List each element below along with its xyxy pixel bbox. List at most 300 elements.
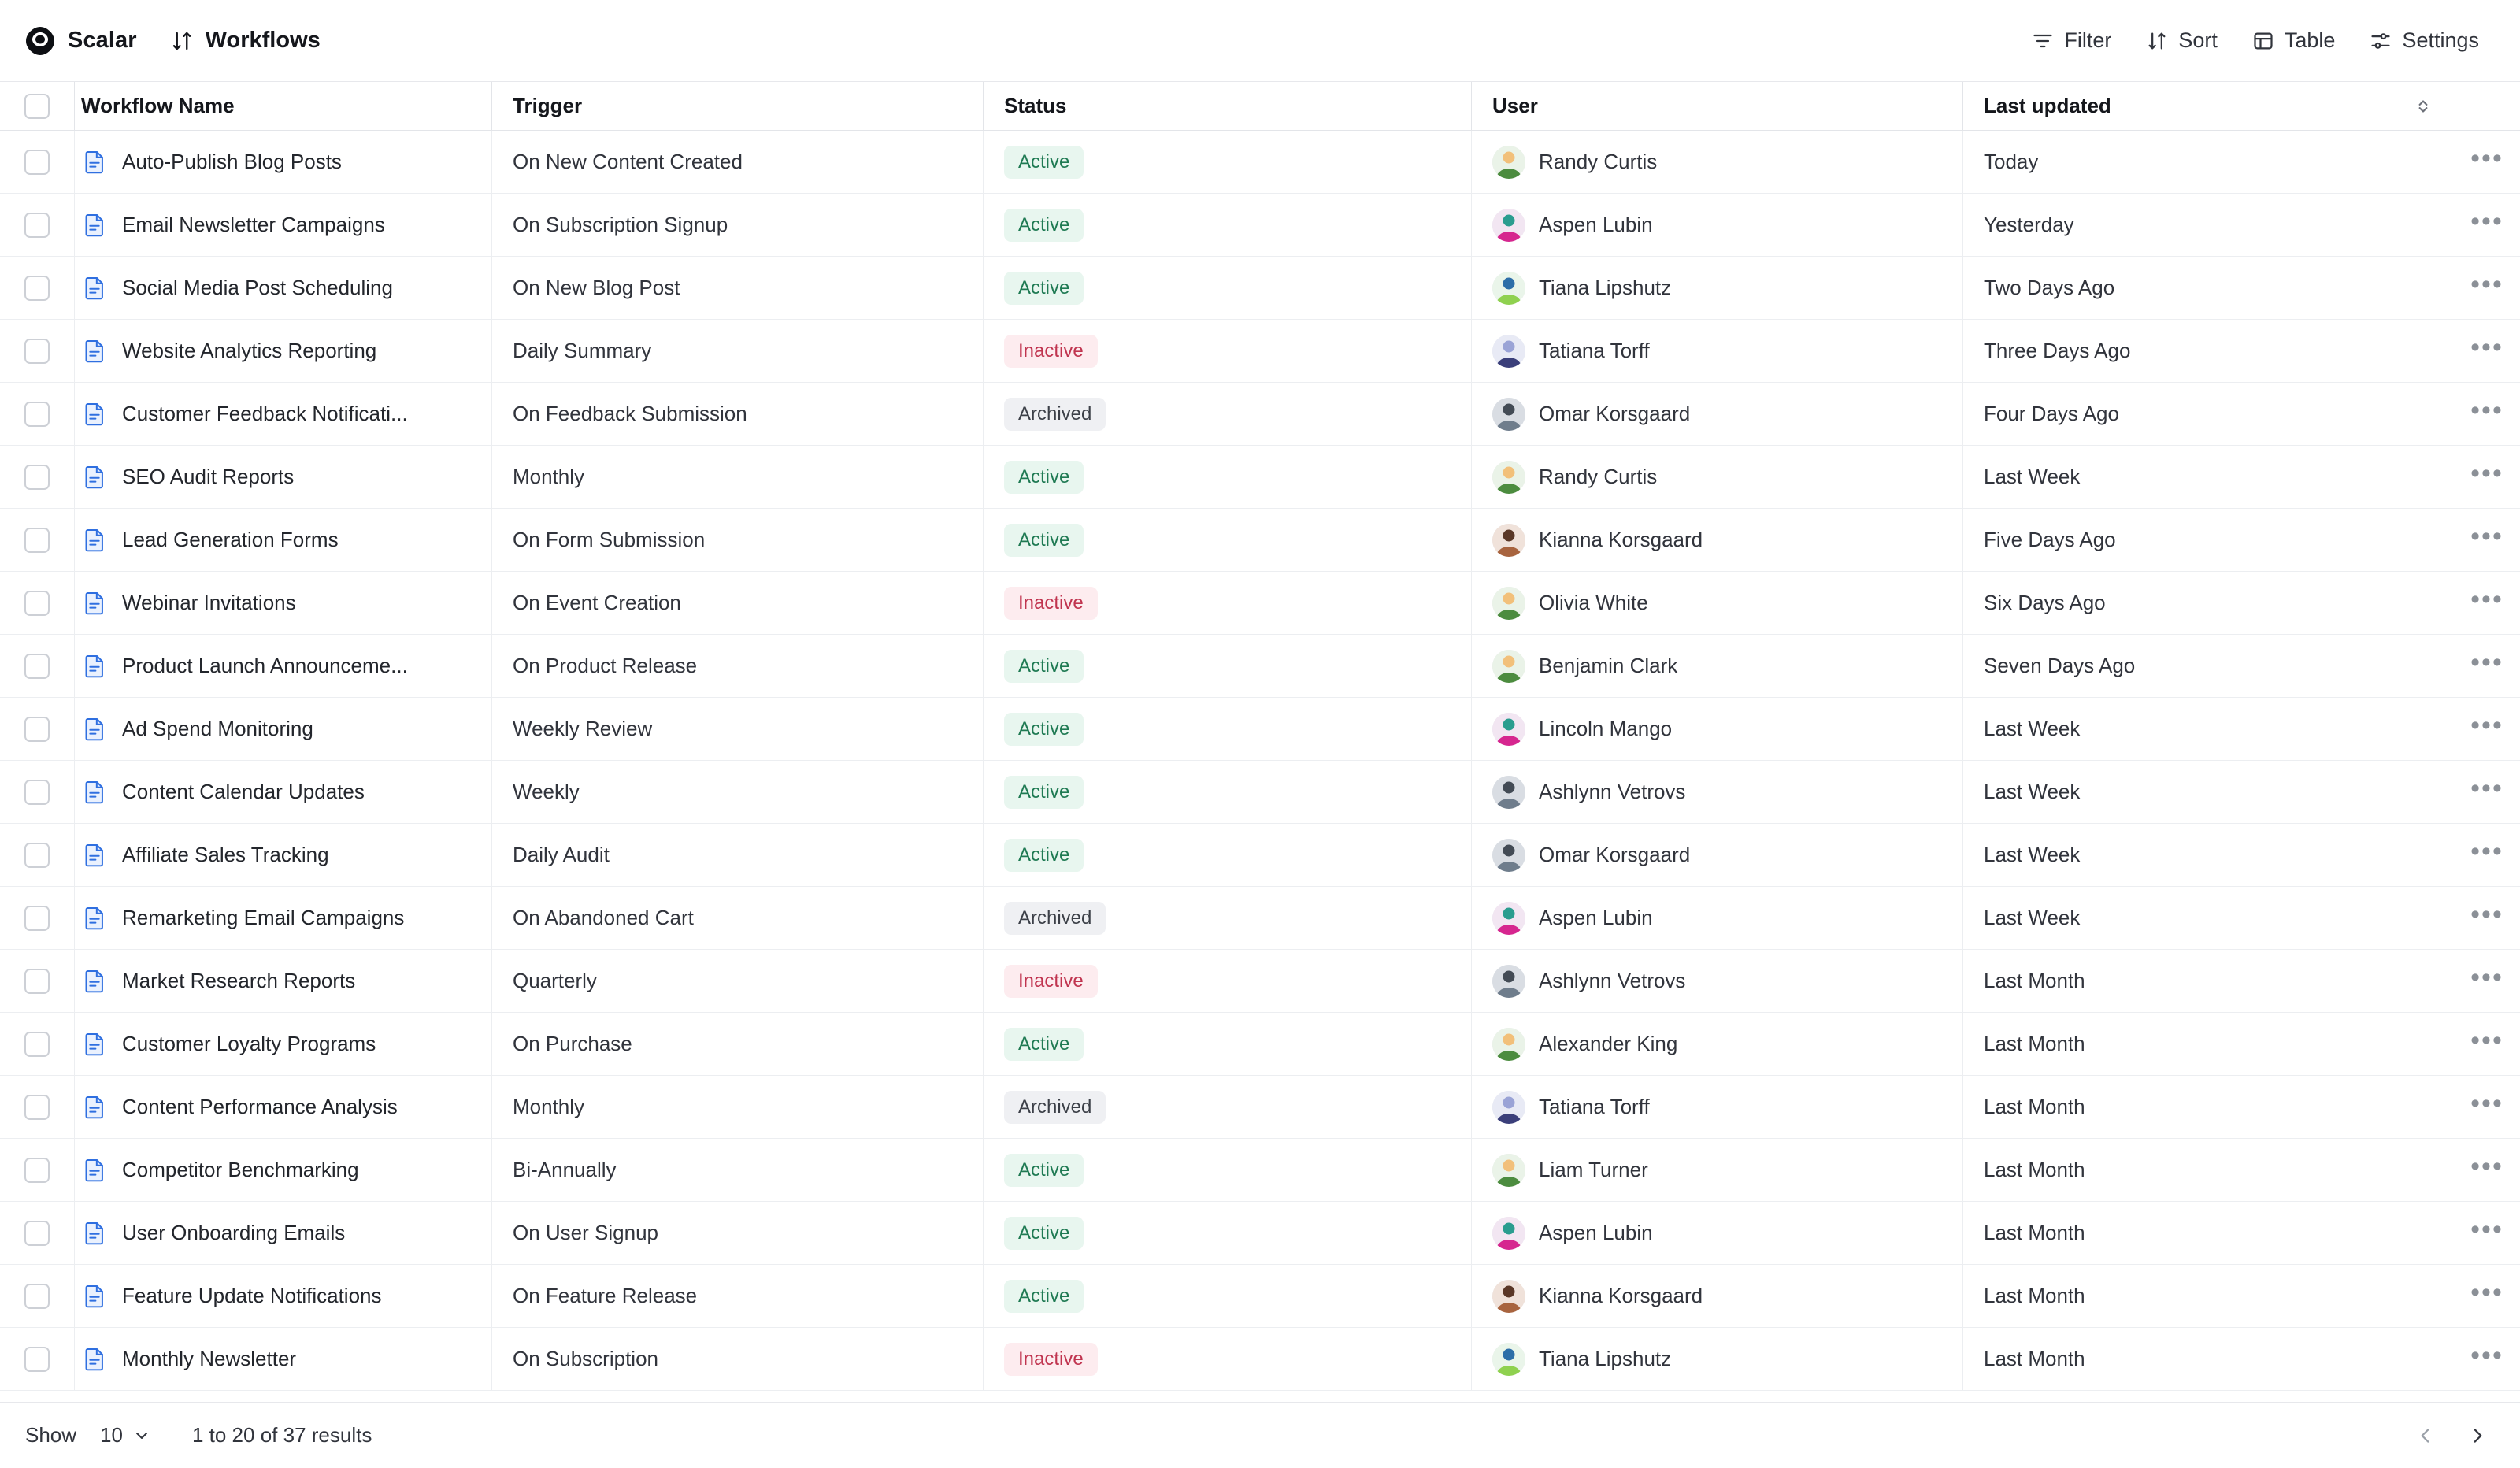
cell-trigger bbox=[491, 257, 983, 319]
cell-workflow-name[interactable] bbox=[74, 509, 491, 571]
row-checkbox[interactable] bbox=[24, 969, 50, 994]
cell-status bbox=[983, 320, 1471, 382]
table-row[interactable] bbox=[0, 950, 2520, 1013]
last-updated-label: Last Week bbox=[1984, 906, 2081, 929]
table-header-row bbox=[0, 82, 2520, 131]
column-header-status[interactable] bbox=[983, 82, 1471, 130]
workflow-document-icon bbox=[81, 527, 108, 554]
trigger-label: Bi-Annually bbox=[513, 1158, 617, 1181]
workflow-name-label: Monthly Newsletter bbox=[122, 1347, 297, 1370]
cell-workflow-name[interactable] bbox=[74, 887, 491, 949]
cell-row-actions[interactable] bbox=[2454, 698, 2520, 760]
trigger-label: On Abandoned Cart bbox=[513, 906, 694, 929]
cell-row-actions[interactable] bbox=[2454, 1202, 2520, 1264]
row-checkbox[interactable] bbox=[24, 591, 50, 616]
user-name-label: Kianna Korsgaard bbox=[1539, 1284, 1703, 1307]
row-checkbox[interactable] bbox=[24, 654, 50, 679]
top-bar-actions bbox=[2018, 20, 2493, 61]
cell-last-updated bbox=[1962, 257, 2454, 319]
row-checkbox[interactable] bbox=[24, 1221, 50, 1246]
cell-row-actions[interactable] bbox=[2454, 1076, 2520, 1138]
table-button[interactable] bbox=[2238, 20, 2350, 61]
settings-label: Settings bbox=[2402, 28, 2479, 52]
trigger-label: On Feature Release bbox=[513, 1284, 698, 1307]
cell-user bbox=[1471, 320, 1962, 382]
row-select-cell bbox=[0, 446, 74, 508]
table-row[interactable] bbox=[0, 446, 2520, 509]
cell-last-updated bbox=[1962, 1139, 2454, 1201]
row-checkbox[interactable] bbox=[24, 1095, 50, 1120]
table-row[interactable] bbox=[0, 1139, 2520, 1202]
cell-workflow-name[interactable] bbox=[74, 635, 491, 697]
more-options-icon[interactable]: ••• bbox=[2470, 773, 2503, 803]
more-options-icon[interactable]: ••• bbox=[2470, 899, 2503, 929]
avatar bbox=[1492, 1343, 1525, 1376]
user-name-label: Aspen Lubin bbox=[1539, 213, 1653, 236]
row-select-cell bbox=[0, 509, 74, 571]
user-name-label: Randy Curtis bbox=[1539, 465, 1658, 488]
column-header-user-label: User bbox=[1492, 94, 1538, 117]
last-updated-label: Last Week bbox=[1984, 717, 2081, 740]
user-name-label: Aspen Lubin bbox=[1539, 906, 1653, 929]
more-options-icon[interactable]: ••• bbox=[2470, 1340, 2503, 1370]
more-options-icon[interactable]: ••• bbox=[2470, 1025, 2503, 1055]
table-row[interactable] bbox=[0, 1076, 2520, 1139]
row-checkbox[interactable] bbox=[24, 1284, 50, 1309]
cell-last-updated bbox=[1962, 824, 2454, 886]
last-updated-label: Last Month bbox=[1984, 1284, 2085, 1307]
cell-row-actions[interactable] bbox=[2454, 1013, 2520, 1075]
user-name-label: Alexander King bbox=[1539, 1032, 1678, 1055]
last-updated-label: Four Days Ago bbox=[1984, 402, 2119, 425]
select-all-checkbox[interactable] bbox=[24, 94, 50, 119]
cell-last-updated bbox=[1962, 509, 2454, 571]
pagination bbox=[2405, 1415, 2498, 1456]
more-options-icon[interactable]: ••• bbox=[2470, 647, 2503, 677]
cell-user bbox=[1471, 761, 1962, 823]
cell-row-actions[interactable] bbox=[2454, 635, 2520, 697]
trigger-label: On Feedback Submission bbox=[513, 402, 747, 425]
avatar bbox=[1492, 398, 1525, 431]
cell-workflow-name[interactable] bbox=[74, 320, 491, 382]
user-name-label: Liam Turner bbox=[1539, 1158, 1648, 1181]
more-options-icon[interactable]: ••• bbox=[2470, 584, 2503, 614]
cell-workflow-name[interactable] bbox=[74, 572, 491, 634]
workflow-name-label: Content Calendar Updates bbox=[122, 780, 365, 803]
more-options-icon[interactable]: ••• bbox=[2470, 962, 2503, 992]
cell-user bbox=[1471, 824, 1962, 886]
row-checkbox[interactable] bbox=[24, 339, 50, 364]
sort-button[interactable] bbox=[2132, 20, 2232, 61]
user-name-label: Ashlynn Vetrovs bbox=[1539, 780, 1686, 803]
workflow-name-label: Feature Update Notifications bbox=[122, 1284, 382, 1307]
cell-workflow-name[interactable] bbox=[74, 1076, 491, 1138]
cell-user bbox=[1471, 1202, 1962, 1264]
status-badge: Active bbox=[1004, 1028, 1084, 1061]
more-options-icon[interactable]: ••• bbox=[2470, 521, 2503, 551]
cell-user bbox=[1471, 698, 1962, 760]
row-checkbox[interactable] bbox=[24, 528, 50, 553]
filter-icon bbox=[2032, 30, 2054, 52]
row-select-cell bbox=[0, 761, 74, 823]
workflow-name-label: Website Analytics Reporting bbox=[122, 339, 377, 362]
cell-row-actions[interactable] bbox=[2454, 1265, 2520, 1327]
row-select-cell bbox=[0, 194, 74, 256]
status-badge: Active bbox=[1004, 839, 1084, 872]
trigger-label: On Subscription bbox=[513, 1347, 658, 1370]
workflow-name-label: Affiliate Sales Tracking bbox=[122, 843, 329, 866]
cell-last-updated bbox=[1962, 950, 2454, 1012]
last-updated-label: Last Week bbox=[1984, 465, 2081, 488]
page-size-select[interactable] bbox=[95, 1420, 156, 1451]
table-row[interactable] bbox=[0, 698, 2520, 761]
table-row[interactable] bbox=[0, 131, 2520, 194]
workflow-document-icon bbox=[81, 1283, 108, 1310]
cell-trigger bbox=[491, 320, 983, 382]
last-updated-label: Five Days Ago bbox=[1984, 528, 2116, 551]
workflow-document-icon bbox=[81, 1346, 108, 1373]
more-options-icon[interactable]: ••• bbox=[2470, 1214, 2503, 1244]
cell-status bbox=[983, 1265, 1471, 1327]
workflow-name-label: Ad Spend Monitoring bbox=[122, 717, 313, 740]
user-name-label: Omar Korsgaard bbox=[1539, 402, 1691, 425]
cell-row-actions[interactable] bbox=[2454, 383, 2520, 445]
cell-user bbox=[1471, 194, 1962, 256]
cell-trigger bbox=[491, 1265, 983, 1327]
workflow-name-label: Customer Feedback Notificati... bbox=[122, 402, 408, 425]
more-options-icon[interactable]: ••• bbox=[2470, 206, 2503, 236]
workflow-name-label: SEO Audit Reports bbox=[122, 465, 295, 488]
status-badge: Active bbox=[1004, 209, 1084, 242]
status-badge: Active bbox=[1004, 272, 1084, 305]
table-row[interactable] bbox=[0, 1265, 2520, 1328]
chevron-down-icon bbox=[132, 1426, 151, 1445]
trigger-label: On Subscription Signup bbox=[513, 213, 728, 236]
row-checkbox[interactable] bbox=[24, 1032, 50, 1057]
cell-row-actions[interactable] bbox=[2454, 509, 2520, 571]
table-icon bbox=[2252, 30, 2274, 52]
column-header-name[interactable] bbox=[74, 82, 491, 130]
status-badge: Active bbox=[1004, 461, 1084, 494]
workflow-name-label: Market Research Reports bbox=[122, 969, 356, 992]
cell-row-actions[interactable] bbox=[2454, 446, 2520, 508]
cell-workflow-name[interactable] bbox=[74, 824, 491, 886]
cell-row-actions[interactable] bbox=[2454, 950, 2520, 1012]
cell-row-actions[interactable] bbox=[2454, 1328, 2520, 1390]
more-options-icon[interactable]: ••• bbox=[2470, 269, 2503, 299]
cell-workflow-name[interactable] bbox=[74, 194, 491, 256]
trigger-label: On Event Creation bbox=[513, 591, 681, 614]
avatar bbox=[1492, 146, 1525, 179]
column-header-name-label: Workflow Name bbox=[81, 94, 235, 117]
trigger-label: On Form Submission bbox=[513, 528, 706, 551]
avatar bbox=[1492, 902, 1525, 935]
row-checkbox[interactable] bbox=[24, 780, 50, 805]
cell-workflow-name[interactable] bbox=[74, 761, 491, 823]
user-name-label: Olivia White bbox=[1539, 591, 1648, 614]
cell-workflow-name[interactable] bbox=[74, 1202, 491, 1264]
cell-trigger bbox=[491, 1202, 983, 1264]
status-badge: Active bbox=[1004, 1280, 1084, 1313]
table-row[interactable] bbox=[0, 1013, 2520, 1076]
user-name-label: Benjamin Clark bbox=[1539, 654, 1678, 677]
cell-last-updated bbox=[1962, 194, 2454, 256]
status-badge: Active bbox=[1004, 524, 1084, 557]
cell-last-updated bbox=[1962, 887, 2454, 949]
cell-last-updated bbox=[1962, 1328, 2454, 1390]
last-updated-label: Three Days Ago bbox=[1984, 339, 2131, 362]
row-select-cell bbox=[0, 824, 74, 886]
cell-last-updated bbox=[1962, 131, 2454, 193]
cell-row-actions[interactable] bbox=[2454, 257, 2520, 319]
cell-trigger bbox=[491, 1076, 983, 1138]
workflows-nav-button[interactable] bbox=[159, 21, 332, 60]
cell-workflow-name[interactable] bbox=[74, 950, 491, 1012]
cell-trigger bbox=[491, 635, 983, 697]
row-checkbox[interactable] bbox=[24, 402, 50, 427]
table-row[interactable] bbox=[0, 1202, 2520, 1265]
cell-workflow-name[interactable] bbox=[74, 1013, 491, 1075]
avatar bbox=[1492, 650, 1525, 683]
filter-button[interactable] bbox=[2018, 20, 2125, 61]
last-updated-label: Seven Days Ago bbox=[1984, 654, 2136, 677]
table-body bbox=[0, 131, 2520, 1391]
user-name-label: Ashlynn Vetrovs bbox=[1539, 969, 1686, 992]
column-header-trigger[interactable] bbox=[491, 82, 983, 130]
cell-last-updated bbox=[1962, 572, 2454, 634]
table-row[interactable] bbox=[0, 635, 2520, 698]
cell-row-actions[interactable] bbox=[2454, 761, 2520, 823]
cell-status bbox=[983, 257, 1471, 319]
table-row[interactable] bbox=[0, 320, 2520, 383]
more-options-icon[interactable]: ••• bbox=[2470, 836, 2503, 866]
row-checkbox[interactable] bbox=[24, 717, 50, 742]
cell-last-updated bbox=[1962, 1265, 2454, 1327]
cell-status bbox=[983, 1328, 1471, 1390]
sort-arrows-icon bbox=[2146, 30, 2168, 52]
trigger-label: Daily Summary bbox=[513, 339, 652, 362]
row-checkbox[interactable] bbox=[24, 843, 50, 868]
cell-last-updated bbox=[1962, 1076, 2454, 1138]
table-footer bbox=[0, 1402, 2520, 1468]
more-options-icon[interactable]: ••• bbox=[2470, 332, 2503, 362]
column-header-trigger-label: Trigger bbox=[513, 94, 583, 117]
cell-row-actions[interactable] bbox=[2454, 887, 2520, 949]
row-checkbox[interactable] bbox=[24, 276, 50, 301]
prev-page-button[interactable] bbox=[2405, 1415, 2446, 1456]
avatar bbox=[1492, 1154, 1525, 1187]
cell-row-actions[interactable] bbox=[2454, 194, 2520, 256]
workflow-document-icon bbox=[81, 716, 108, 743]
workflow-name-label: Product Launch Announceme... bbox=[122, 654, 408, 677]
more-options-icon[interactable]: ••• bbox=[2470, 1088, 2503, 1118]
status-badge: Inactive bbox=[1004, 587, 1098, 620]
cell-status bbox=[983, 572, 1471, 634]
brand[interactable] bbox=[25, 26, 159, 56]
row-select-cell bbox=[0, 1076, 74, 1138]
more-options-icon[interactable]: ••• bbox=[2470, 1277, 2503, 1307]
user-name-label: Randy Curtis bbox=[1539, 150, 1658, 173]
workflow-name-label: Lead Generation Forms bbox=[122, 528, 339, 551]
trigger-label: On New Blog Post bbox=[513, 276, 680, 299]
workflow-name-label: Email Newsletter Campaigns bbox=[122, 213, 385, 236]
more-options-icon[interactable]: ••• bbox=[2470, 710, 2503, 740]
settings-button[interactable] bbox=[2355, 20, 2493, 61]
trigger-label: On Product Release bbox=[513, 654, 698, 677]
avatar bbox=[1492, 272, 1525, 305]
workflow-document-icon bbox=[81, 149, 108, 176]
cell-last-updated bbox=[1962, 698, 2454, 760]
last-updated-label: Yesterday bbox=[1984, 213, 2074, 236]
avatar bbox=[1492, 713, 1525, 746]
page-size-value: 10 bbox=[100, 1423, 123, 1447]
avatar bbox=[1492, 1091, 1525, 1124]
user-name-label: Kianna Korsgaard bbox=[1539, 528, 1703, 551]
cell-trigger bbox=[491, 1139, 983, 1201]
cell-trigger bbox=[491, 761, 983, 823]
row-select-cell bbox=[0, 635, 74, 697]
cell-workflow-name[interactable] bbox=[74, 698, 491, 760]
table-label: Table bbox=[2284, 28, 2336, 52]
last-updated-label: Last Month bbox=[1984, 1221, 2085, 1244]
avatar bbox=[1492, 209, 1525, 242]
row-checkbox[interactable] bbox=[24, 465, 50, 490]
more-options-icon[interactable]: ••• bbox=[2470, 143, 2503, 173]
cell-workflow-name[interactable] bbox=[74, 1328, 491, 1390]
cell-row-actions[interactable] bbox=[2454, 1139, 2520, 1201]
cell-trigger bbox=[491, 824, 983, 886]
cell-status bbox=[983, 1202, 1471, 1264]
status-badge: Active bbox=[1004, 1154, 1084, 1187]
cell-user bbox=[1471, 887, 1962, 949]
column-header-actions bbox=[2454, 82, 2520, 130]
status-badge: Archived bbox=[1004, 902, 1106, 935]
user-name-label: Aspen Lubin bbox=[1539, 1221, 1653, 1244]
row-select-cell bbox=[0, 698, 74, 760]
results-count: 1 to 20 of 37 results bbox=[191, 1423, 372, 1447]
trigger-label: On New Content Created bbox=[513, 150, 743, 173]
status-badge: Active bbox=[1004, 650, 1084, 683]
user-name-label: Tiana Lipshutz bbox=[1539, 276, 1672, 299]
cell-row-actions[interactable] bbox=[2454, 320, 2520, 382]
cell-user bbox=[1471, 1076, 1962, 1138]
workflow-document-icon bbox=[81, 1157, 108, 1184]
row-checkbox[interactable] bbox=[24, 1347, 50, 1372]
next-page-button[interactable] bbox=[2457, 1415, 2498, 1456]
trigger-label: Daily Audit bbox=[513, 843, 610, 866]
top-bar bbox=[0, 0, 2520, 82]
filter-label: Filter bbox=[2064, 28, 2112, 52]
trigger-label: Quarterly bbox=[513, 969, 597, 992]
cell-workflow-name[interactable] bbox=[74, 1139, 491, 1201]
workflow-name-label: Content Performance Analysis bbox=[122, 1095, 398, 1118]
avatar bbox=[1492, 335, 1525, 368]
cell-status bbox=[983, 698, 1471, 760]
cell-status bbox=[983, 761, 1471, 823]
trigger-label: Monthly bbox=[513, 1095, 585, 1118]
workflows-label: Workflows bbox=[205, 28, 321, 53]
trigger-label: On User Signup bbox=[513, 1221, 658, 1244]
column-header-status-label: Status bbox=[1004, 94, 1067, 117]
column-header-user[interactable] bbox=[1471, 82, 1962, 130]
workflow-document-icon bbox=[81, 401, 108, 428]
workflow-name-label: Customer Loyalty Programs bbox=[122, 1032, 376, 1055]
cell-user bbox=[1471, 257, 1962, 319]
chevron-left-icon bbox=[2415, 1425, 2436, 1446]
cell-last-updated bbox=[1962, 635, 2454, 697]
column-header-updated[interactable] bbox=[1962, 82, 2454, 130]
cell-workflow-name[interactable] bbox=[74, 257, 491, 319]
table-row[interactable] bbox=[0, 383, 2520, 446]
cell-trigger bbox=[491, 1328, 983, 1390]
last-updated-label: Today bbox=[1984, 150, 2039, 173]
status-badge: Archived bbox=[1004, 1091, 1106, 1124]
more-options-icon[interactable]: ••• bbox=[2470, 458, 2503, 488]
table-row[interactable] bbox=[0, 572, 2520, 635]
row-select-cell bbox=[0, 383, 74, 445]
cell-trigger bbox=[491, 572, 983, 634]
workflow-name-label: Auto-Publish Blog Posts bbox=[122, 150, 342, 173]
table-row[interactable] bbox=[0, 194, 2520, 257]
more-options-icon[interactable]: ••• bbox=[2470, 1151, 2503, 1181]
cell-trigger bbox=[491, 131, 983, 193]
scalar-logo-icon bbox=[25, 26, 55, 56]
table-row[interactable] bbox=[0, 824, 2520, 887]
cell-trigger bbox=[491, 950, 983, 1012]
trigger-label: Weekly Review bbox=[513, 717, 653, 740]
cell-trigger bbox=[491, 509, 983, 571]
more-options-icon[interactable]: ••• bbox=[2470, 395, 2503, 425]
row-checkbox[interactable] bbox=[24, 213, 50, 238]
table-row[interactable] bbox=[0, 761, 2520, 824]
user-name-label: Tiana Lipshutz bbox=[1539, 1347, 1672, 1370]
trigger-label: Monthly bbox=[513, 465, 585, 488]
cell-status bbox=[983, 1076, 1471, 1138]
table-row[interactable] bbox=[0, 257, 2520, 320]
row-checkbox[interactable] bbox=[24, 906, 50, 931]
last-updated-label: Last Month bbox=[1984, 1347, 2085, 1370]
cell-row-actions[interactable] bbox=[2454, 824, 2520, 886]
avatar bbox=[1492, 461, 1525, 494]
status-badge: Active bbox=[1004, 146, 1084, 179]
settings-sliders-icon bbox=[2370, 30, 2392, 52]
cell-status bbox=[983, 131, 1471, 193]
cell-last-updated bbox=[1962, 761, 2454, 823]
cell-status bbox=[983, 950, 1471, 1012]
cell-row-actions[interactable] bbox=[2454, 572, 2520, 634]
row-checkbox[interactable] bbox=[24, 150, 50, 175]
cell-workflow-name[interactable] bbox=[74, 131, 491, 193]
cell-row-actions[interactable] bbox=[2454, 131, 2520, 193]
cell-workflow-name[interactable] bbox=[74, 383, 491, 445]
table-row[interactable] bbox=[0, 887, 2520, 950]
row-select-cell bbox=[0, 1328, 74, 1390]
sort-toggle-icon[interactable] bbox=[2413, 96, 2433, 117]
status-badge: Archived bbox=[1004, 398, 1106, 431]
last-updated-label: Last Week bbox=[1984, 780, 2081, 803]
cell-workflow-name[interactable] bbox=[74, 1265, 491, 1327]
table-row[interactable] bbox=[0, 1328, 2520, 1391]
row-checkbox[interactable] bbox=[24, 1158, 50, 1183]
workflows-table bbox=[0, 82, 2520, 1402]
workflow-document-icon bbox=[81, 464, 108, 491]
avatar bbox=[1492, 839, 1525, 872]
cell-workflow-name[interactable] bbox=[74, 446, 491, 508]
row-select-cell bbox=[0, 320, 74, 382]
cell-last-updated bbox=[1962, 1202, 2454, 1264]
table-row[interactable] bbox=[0, 509, 2520, 572]
status-badge: Inactive bbox=[1004, 1343, 1098, 1376]
